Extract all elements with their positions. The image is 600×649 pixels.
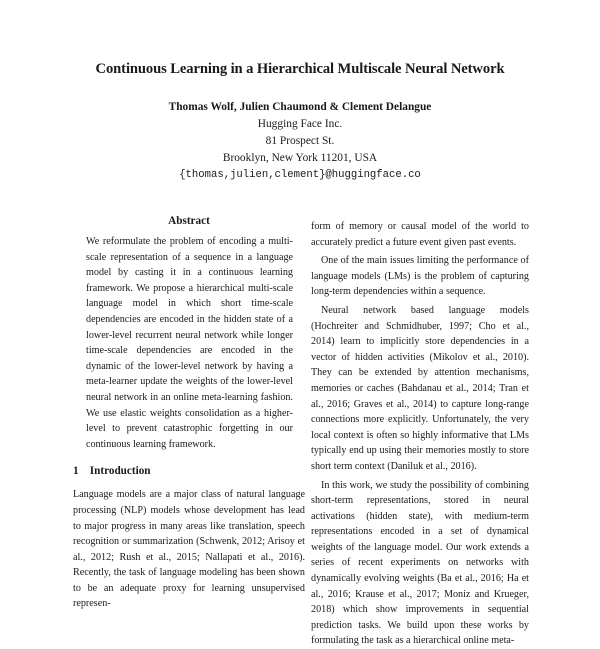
section-title: Introduction [90,465,151,477]
address-city: Brooklyn, New York 11201, USA [0,150,600,167]
paragraph-this-work: In this work, we study the possibility of combining short-term representations, stored in neural activations (hidden state), with medium-term representations encoded in a set of dynamical weights of the language model. Our work extends a series of recent experiments on networks with dynamically evolving weights (Ba et al., 2016; Ha et al., 2016; Krause et al., 2017; Moniz and Krueger, 2018) which show improvements in sequential prediction tasks. We build upon these works by formulating the task as a hierarchical online meta- [311,478,529,649]
author-block [0,99,600,184]
section-number: 1 [73,464,87,479]
right-column [311,219,529,649]
abstract-heading: Abstract [73,214,305,229]
intro-paragraph: Language models are a major class of natural language processing (NLP) models whose development has lead to major progress in many areas like translation, speech recognition or summarization (Schwenk, 2012; Arisoy et al., 2012; Rush et al., 2015; Nallapati et al., 2016). Recently, the task of language modeling has been shown to be an adequate proxy for learning unsupervised represen- [73,487,305,612]
paragraph-neural-lm: Neural network based language models (Hochreiter and Schmidhuber, 1997; Cho et al., 2014) learn to implicitly store dependencies in a vector of hidden activities (Mikolov et al., 2010). They can be extended by attention mechanisms, memories or caches (Bahdanau et al., 2014; Tran et al., 2016; Graves et al., 2014) to capture long-range connections more explicitly. Unfortunately, the very local context is often so highly informative that LMs typically end up using their memories mostly to store short term context (Daniluk et al., 2016). [311,303,529,475]
left-column [73,214,305,612]
paper-title: Continuous Learning in a Hierarchical Multiscale Neural Network [0,61,600,78]
paragraph-continuation: form of memory or causal model of the world to accurately predict a future event given past events. [311,219,529,250]
address-street: 81 Prospect St. [0,133,600,150]
author-names: Thomas Wolf, Julien Chaumond & Clement Delangue [0,99,600,116]
author-email: {thomas,julien,clement}@huggingface.co [0,167,600,184]
paragraph-long-term-dependencies: One of the main issues limiting the performance of language models (LMs) is the problem of capturing long-term dependencies within a sequence. [311,253,529,300]
affiliation: Hugging Face Inc. [0,116,600,133]
abstract-text: We reformulate the problem of encoding a multi-scale representation of a sequence in a language model by casting it in a continuous learning framework. We propose a hierarchical multi-scale language model in which short time-scale dependencies are encoded in the hidden state of a lower-level recurrent neural network while longer time-scale dependencies are encoded in the dynamic of the lower-level network by having a meta-learner update the weights of the lower-level neural network in an online meta-learning fashion. We use elastic weights consolidation as a higher-level to prevent catastrophic forgetting in our continuous learning framework. [86,234,293,452]
section-heading-introduction [73,464,305,479]
